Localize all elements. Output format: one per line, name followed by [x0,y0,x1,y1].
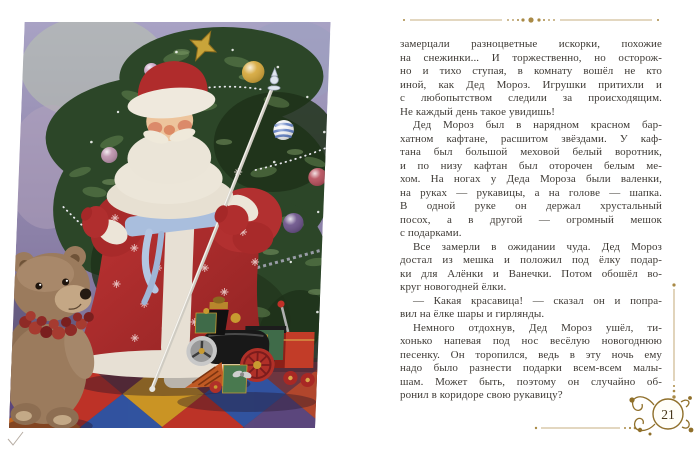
illustration-ded-moroz [9,22,331,428]
page-number: 21 [661,407,675,422]
text-line: шам. Может быть, поэтому он случайно об- [400,375,662,388]
text-line: ронил в коридоре свою рукавицу? [400,389,563,401]
text-line: вил на ёлке шары и гирлянды. [400,308,545,320]
text-line: и по низу кафтан был оторочен белым ме- [400,159,662,172]
text-line: но и тихо ступая, в комнату вошёл не кто [400,65,662,77]
text-line: замерцали разноцветные искорки, похожие [400,38,662,50]
text-line: с подарками. [400,227,462,239]
text-line: песенку. Он торопился, ведь в эту ночь ему [400,348,662,361]
story-text [400,38,662,403]
text-line: на руках — рукавицы, а на голове — шапка. [400,186,662,199]
text-line: надо было разнести подарки всем-всем малы- [400,362,662,374]
text-line: тана был большой меховой белый воротник, [400,146,662,158]
text-line: хом. На ногах у Деда Мороза были валенки, [400,173,662,185]
text-line: Немного отдохнув, Дед Мороз ушёл, ти- [413,321,662,334]
text-line: круг новогодней ёлки. [400,281,507,293]
text-line: ки для Алёнки и Ванечки. Потом обошёл во- [400,267,662,280]
text-line: достал из мешка и положил под ёлку подар- [400,254,662,266]
text-line: хонько напевая под нос весёлую новогоднюю [400,335,662,347]
bear-head [10,246,93,321]
page-corner-mark [6,430,26,448]
text-line: В одной руке он держал хрустальный [400,200,662,212]
text-line: Все замерли в ожидании чуда. Дед Мороз [413,240,662,253]
bottom-ornament-rule [534,423,638,433]
illustration-canvas [9,22,331,428]
right-ornament-rule [670,282,678,406]
top-ornament-rule [402,15,660,25]
front-turret [195,313,216,333]
text-line: с любопытством следили за происходящим. [400,92,662,104]
page-number-ornament [628,390,694,442]
text-line: иной, как Дед Мороз. Игрушки притихли и [400,78,662,91]
text-line: хатном кафтане, расшитом звёздами. У каф- [400,132,662,145]
text-line: на снежинки... И торжественно, но осторож- [400,51,662,64]
text-line: — Какая красавица! — сказал он и попра- [413,294,662,307]
text-line: посох, а в другой — огромный мешок [400,213,662,226]
text-line: Дед Мороз был в нарядном красном бар- [413,119,662,131]
text-line: Не каждый день такое увидишь! [400,105,555,118]
